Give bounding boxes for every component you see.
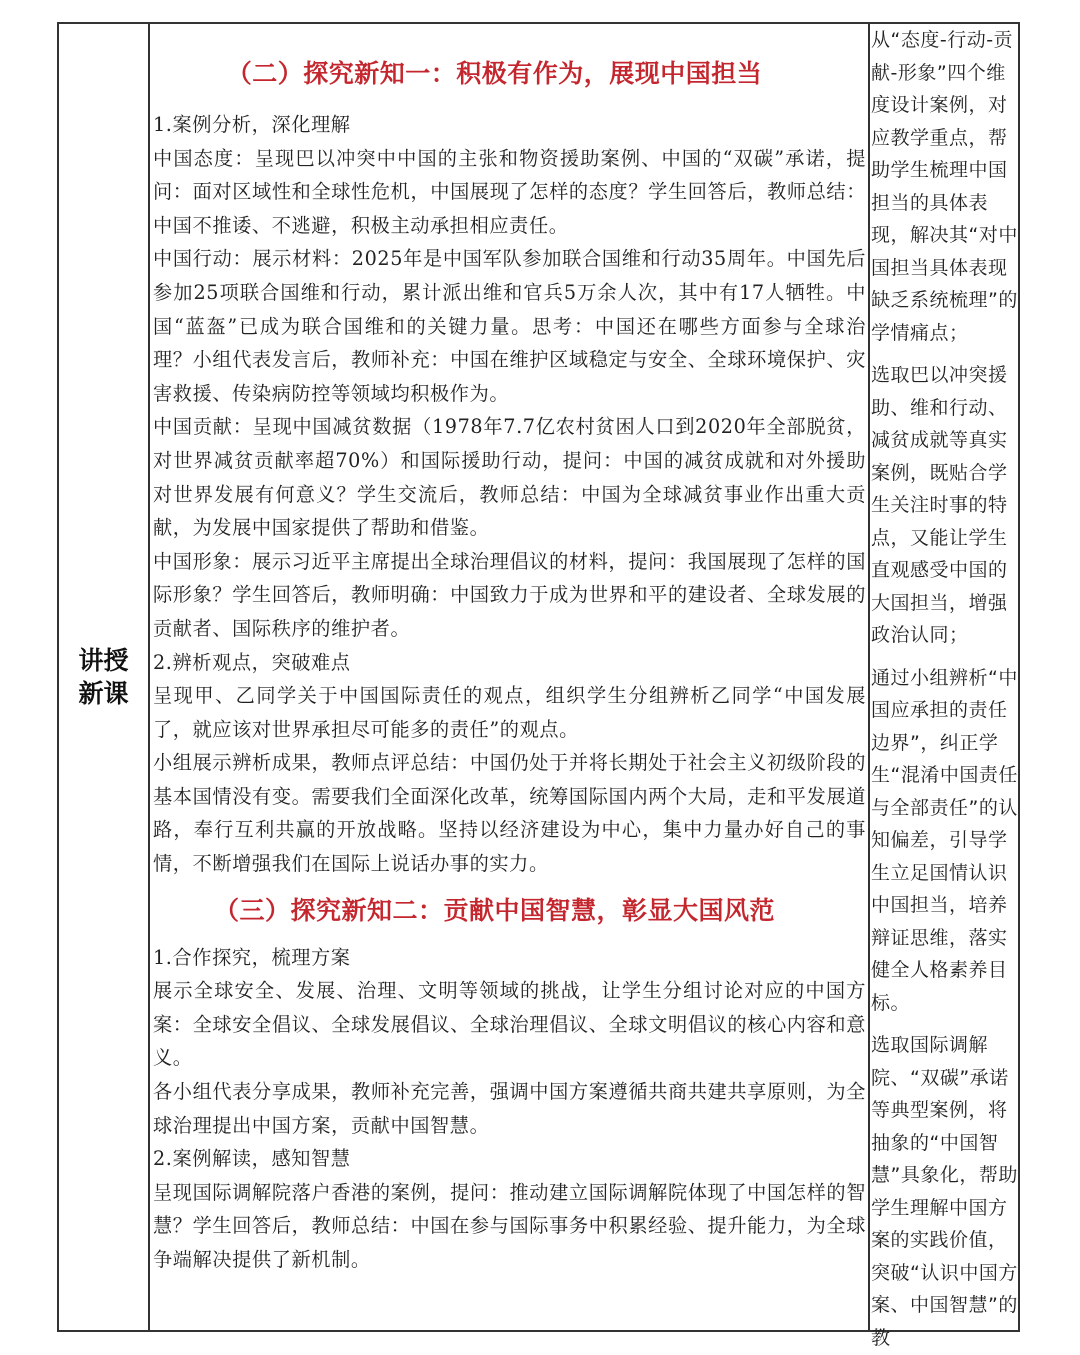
design-intent-column — [870, 24, 1020, 1349]
stage-column — [59, 24, 150, 1330]
s1-heading-1: 1.案例分析，深化理解 — [153, 113, 351, 136]
s1-paragraph-contribution: 中国贡献：呈现中国减贫数据（1978年7.7亿农村贫困人口到2020年全部脱贫，对世界减贫贡献率超70%）和国际援助行动，提问：中国的减贫成就和对外援助对世界发展有何意义？学生交流后，教师总结：中国为全球减贫事业作出重大贡献，为发展中国家提供了帮助和借鉴。 — [153, 415, 866, 540]
s2-paragraph-discussion: 展示全球安全、发展、治理、文明等领域的挑战，让学生分组讨论对应的中国方案：全球安全倡议、全球发展倡议、全球治理倡议、全球文明倡议的核心内容和意义。 — [153, 979, 866, 1070]
design-note-2: 选取巴以冲突援助、维和行动、减贫成就等真实案例，既贴合学生关注时事的特点，又能让学生直观感受中国的大国担当，增强政治认同； — [871, 364, 1008, 646]
section-title-1: （二）探究新知一：积极有作为，展现中国担当 — [226, 59, 763, 88]
s1-heading-2: 2.辨析观点，突破难点 — [153, 650, 351, 674]
s1-paragraph-action: 中国行动：展示材料：2025年是中国军队参加联合国维和行动35周年。中国先后参加25项联合国维和行动，累计派出维和官兵5万余人次，其中有17人牺牲。中国“蓝盔”已成为联合国维和的关键力量。思考：中国还在哪些方面参与全球治理？小组代表发言后，教师补充：中国在维护区域稳定与安全、全球环境保护、灾害救援、传染病防控等领域均积极作为。 — [153, 247, 866, 405]
design-note-1: 从“态度-行动-贡献-形象”四个维度设计案例，对应教学重点，帮助学生梳理中国担当的具体表现，解决其“对中国担当具体表现缺乏系统梳理”的学情痛点； — [871, 29, 1018, 344]
s2-heading-2: 2.案例解读，感知智慧 — [153, 1147, 351, 1171]
s2-paragraph-sharing: 各小组代表分享成果，教师补充完善，强调中国方案遵循共商共建共享原则，为全球治理提出中国方案，贡献中国智慧。 — [153, 1080, 866, 1137]
section-title-2: （三）探究新知二：贡献中国智慧，彰显大国风范 — [213, 895, 775, 925]
teaching-content-column — [150, 24, 870, 1330]
lesson-plan-table — [57, 22, 1020, 1349]
s2-paragraph-case: 呈现国际调解院落户香港的案例，提问：推动建立国际调解院体现了中国怎样的智慧？学生回答后，教师总结：中国在参与国际事务中积累经验、提升能力，为全球争端解决提供了新机制。 — [153, 1180, 866, 1271]
s1-paragraph-attitude: 中国态度：呈现巴以冲突中中国的主张和物资援助案例、中国的“双碳”承诺，提问：面对区域性和全球性危机，中国展现了怎样的态度？学生回答后，教师总结：中国不推诿、不逃避，积极主动承担相应责任。 — [153, 146, 866, 237]
stage-label: 讲授 新课 — [78, 646, 129, 708]
design-note-3: 通过小组辨析“中国应承担的责任边界”，纠正学生“混淆中国责任与全部责任”的认知偏差，引导学生立足国情认识中国担当，培养辩证思维，落实健全人格素养目标。 — [871, 666, 1018, 1014]
s1-paragraph-image: 中国形象：展示习近平主席提出全球治理倡议的材料，提问：我国展现了怎样的国际形象？学生回答后，教师明确：中国致力于成为世界和平的建设者、全球发展的贡献者、国际秩序的维护者。 — [153, 549, 866, 640]
s2-heading-1: 1.合作探究，梳理方案 — [153, 945, 351, 969]
s1-paragraph-summary: 小组展示辨析成果，教师点评总结：中国仍处于并将长期处于社会主义初级阶段的基本国情没有变。需要我们全面深化改革，统筹国际国内两个大局，走和平发展道路，奉行互利共赢的开放战略。坚持以经济建设为中心，集中力量办好自己的事情，不断增强我们在国际上说话办事的实力。 — [153, 751, 866, 876]
s1-paragraph-debate: 呈现甲、乙同学关于中国国际责任的观点，组织学生分组辨析乙同学“中国发展了，就应该对世界承担尽可能多的责任”的观点。 — [153, 684, 866, 741]
design-note-4: 选取国际调解院、“双碳”承诺等典型案例，将抽象的“中国智慧”具象化，帮助学生理解中国方案的实践价值，突破“认识中国方案、中国智慧”的教 — [871, 1034, 1018, 1349]
